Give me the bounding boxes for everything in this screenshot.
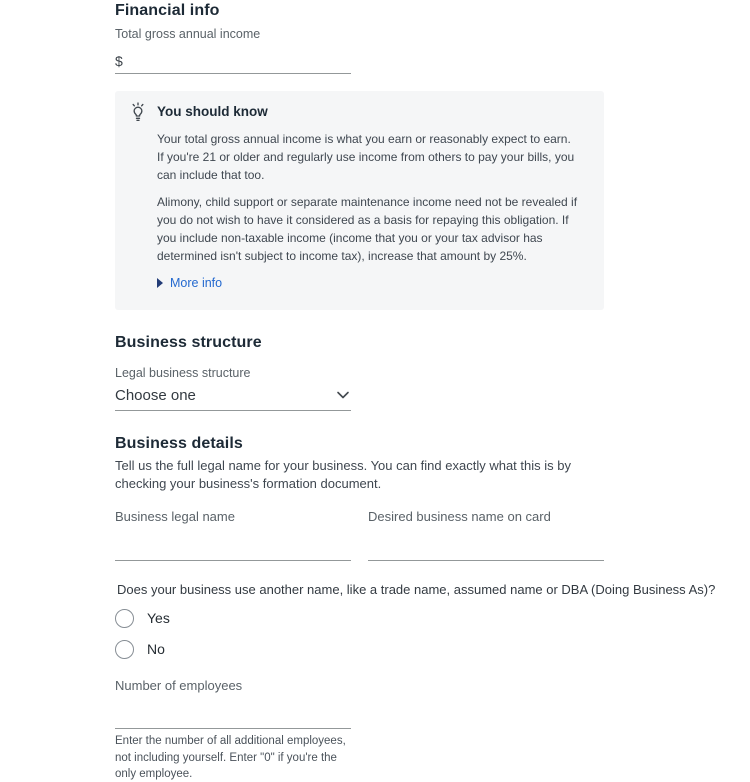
business-details-section	[115, 434, 716, 782]
infobox-paragraph: Your total gross annual income is what you earn or reasonably expect to earn. If you're 21 or older and regularly use income from others to pay your bills, you can include that too.	[157, 131, 575, 182]
business-legal-name-label: Business legal name	[115, 509, 235, 525]
legal-business-structure-select[interactable]	[115, 381, 351, 411]
chevron-down-icon	[335, 387, 351, 403]
business-details-heading: Business details	[115, 434, 243, 452]
you-should-know-infobox	[115, 91, 604, 310]
more-info-label: More info	[170, 275, 223, 290]
more-info-link[interactable]	[157, 276, 222, 290]
financial-info-heading: Financial info	[115, 2, 220, 19]
legal-business-structure-label: Legal business structure	[115, 365, 251, 380]
business-details-description: Tell us the full legal name for your business. You can find exactly what this is by checking your business's formation document.	[115, 457, 571, 492]
disclosure-triangle-icon	[157, 278, 163, 288]
business-structure-heading: Business structure	[115, 333, 262, 351]
form-content	[115, 0, 716, 782]
desired-business-name-input[interactable]	[368, 540, 604, 560]
radio-button-icon[interactable]	[115, 640, 134, 659]
business-legal-name-field	[115, 509, 351, 561]
radio-button-icon[interactable]	[115, 609, 134, 628]
infobox-title: You should know	[157, 104, 268, 119]
legal-business-structure-field	[115, 366, 351, 411]
number-of-employees-label: Number of employees	[115, 677, 243, 693]
dba-question: Does your business use another name, like a trade name, assumed name or DBA (Doing Business As)?	[117, 581, 716, 597]
total-gross-annual-income-label: Total gross annual income	[115, 27, 261, 41]
desired-business-name-field	[368, 509, 604, 561]
dba-option-no-label: No	[147, 641, 165, 658]
select-value: Choose one	[115, 386, 196, 404]
dollar-prefix: $	[115, 53, 123, 69]
total-gross-annual-income-field	[115, 27, 351, 74]
lightbulb-icon	[128, 102, 148, 122]
business-legal-name-input[interactable]	[115, 540, 351, 560]
number-of-employees-helper: Enter the number of all additional employees, not including yourself. Enter "0" if you're the only employee.	[115, 735, 346, 780]
number-of-employees-field	[115, 678, 351, 782]
dba-option-yes-label: Yes	[147, 610, 170, 627]
desired-business-name-label: Desired business name on card	[368, 509, 551, 525]
infobox-paragraph: Alimony, child support or separate maintenance income need not be revealed if you do not wish to have it considered as a basis for repaying this obligation. If you include non-taxable income (income that you or your tax advisor has determined isn't subject to income tax), increase that amount by 25%.	[157, 194, 578, 263]
number-of-employees-input[interactable]	[115, 708, 351, 728]
dba-option-no[interactable]	[115, 640, 165, 659]
dba-option-yes[interactable]	[115, 609, 170, 628]
total-gross-annual-income-input[interactable]	[123, 53, 351, 73]
business-structure-section	[115, 334, 604, 411]
